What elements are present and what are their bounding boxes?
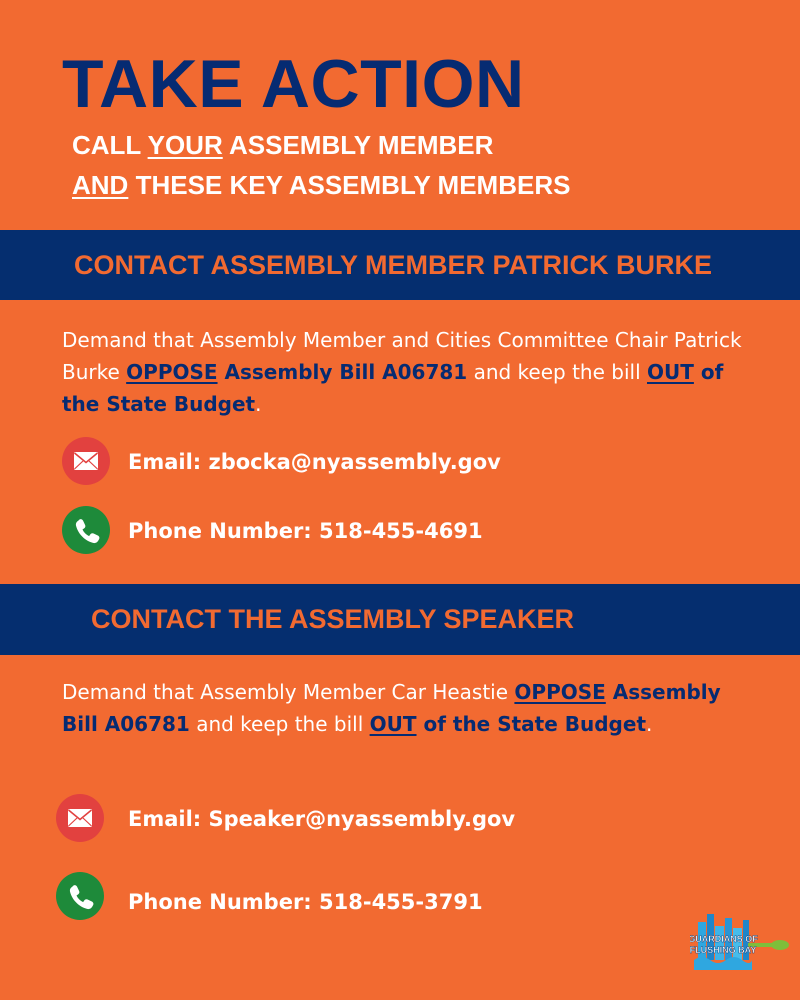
section-2-email-link[interactable]: Email: Speaker@nyassembly.gov — [128, 807, 516, 831]
envelope-icon — [56, 794, 104, 842]
para-2-out: OUT — [369, 712, 417, 736]
para-2-oppose: OPPOSE — [514, 680, 606, 704]
subtitle-line-1 — [72, 130, 493, 160]
para-2-budget: of the State Budget — [416, 712, 646, 736]
subtitle-2-suffix: THESE KEY ASSEMBLY MEMBERS — [128, 170, 571, 200]
logo-graphic — [690, 910, 790, 978]
para-2-bill: Assembly Bill A06781 — [62, 680, 721, 736]
para-1-text-2: and keep the bill — [467, 360, 647, 384]
section-2-paragraph — [62, 676, 722, 740]
para-1-oppose: OPPOSE — [126, 360, 218, 384]
section-1-banner — [0, 230, 800, 300]
para-1-out: OUT — [647, 360, 694, 384]
section-1-phone-text[interactable]: Phone Number: 518-455-4691 — [128, 519, 483, 543]
guardians-logo — [690, 910, 790, 978]
para-1-text: Demand that Assembly Member and Cities Committee Chair Patrick Burke — [62, 328, 742, 384]
phone-icon — [62, 506, 110, 554]
section-1-paragraph — [62, 324, 762, 420]
subtitle-1-suffix: ASSEMBLY MEMBER — [222, 130, 494, 160]
section-1-heading: CONTACT ASSEMBLY MEMBER PATRICK BURKE — [74, 250, 713, 280]
subtitle-1-emphasis: YOUR — [147, 130, 223, 160]
logo-text-line-1: GUARDIANS OF — [690, 934, 758, 944]
subtitle-1-prefix: CALL — [72, 130, 148, 160]
para-1-bill: Assembly Bill A06781 — [217, 360, 468, 384]
section-2-heading: CONTACT THE ASSEMBLY SPEAKER — [91, 604, 575, 634]
para-1-end: . — [255, 392, 262, 416]
para-2-text-2: and keep the bill — [189, 712, 370, 736]
subtitle-2-emphasis: AND — [72, 170, 129, 200]
para-2-text: Demand that Assembly Member Car Heastie — [62, 680, 515, 704]
section-2-banner — [0, 584, 800, 655]
para-1-budget: of the State Budget — [62, 360, 724, 416]
logo-text-line-2: FLUSHING BAY — [690, 945, 757, 955]
phone-icon — [56, 872, 104, 920]
page-title: TAKE ACTION — [62, 46, 525, 122]
envelope-icon — [62, 437, 110, 485]
subtitle-line-2 — [72, 170, 570, 200]
section-2-phone-text[interactable]: Phone Number: 518-455-3791 — [128, 890, 483, 914]
para-2-end: . — [646, 712, 653, 736]
section-1-email-link[interactable]: Email: zbocka@nyassembly.gov — [128, 450, 501, 474]
